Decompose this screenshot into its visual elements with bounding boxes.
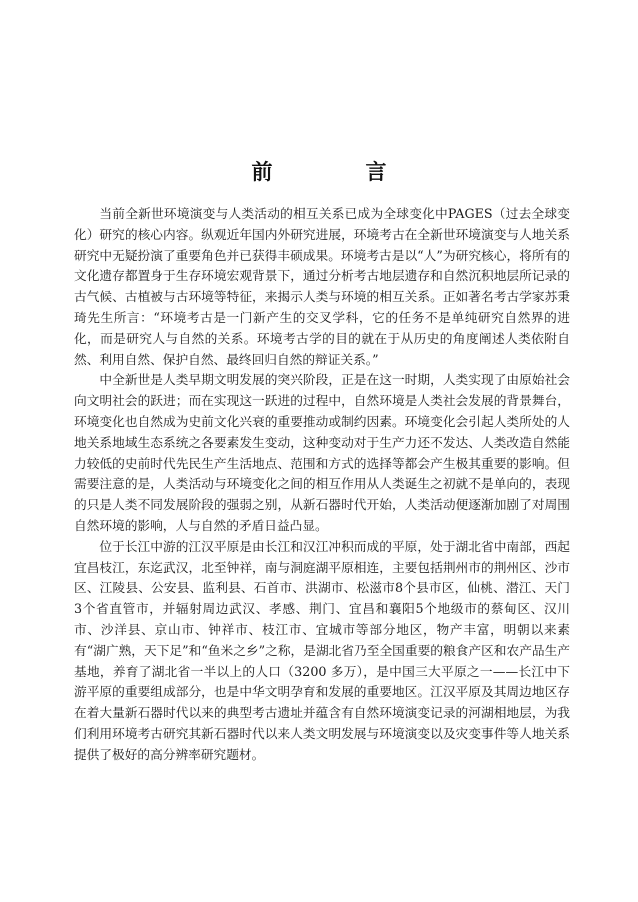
paragraph-2: 中全新世是人类早期文明发展的突兴阶段，正是在这一时期，人类实现了由原始社会向文明社会的跃进；而在实现这一跃进的过程中，自然环境是人类社会发展的背景舞台，环境变化也自然成为史前文化兴衰的重要推动或制约因素。环境变化会引起人类所处的人地关系地域生态系统之各要素发生变动，这种变动对于生产力还不发达、人类改造自然能力较低的史前时代先民生产生活地点、范围和方式的选择等都会产生极其重要的影响。但需要注意的是，人类活动与环境变化之间的相互作用从人类诞生之初就不是单向的，表现的只是人类不同发展阶段的强弱之别，从新石器时代开始，人类活动便逐渐加剧了对周围自然环境的影响，人与自然的矛盾日益凸显。 xyxy=(74,372,570,533)
page-title: 前 言 xyxy=(251,160,423,184)
paragraph-3: 位于长江中游的江汉平原是由长江和汉江冲积而成的平原，处于湖北省中南部，西起宜昌枝江，东迄武汉，北至钟祥，南与洞庭湖平原相连，主要包括荆州市的荆州区、沙市区、江陵县、公安县、监利县、石首市、洪湖市、松滋市8个县市区，仙桃、潜江、天门3个省直管市，并辐射周边武汉、孝感、荆门、宜昌和襄阳5个地级市的蔡甸区、汉川市、沙洋县、京山市、钟祥市、枝江市、宜城市等部分地区，物产丰富，明朝以来素有“湖广熟，天下足”和“鱼米之乡”之称，是湖北省乃至全国重要的粮食产区和农产品生产基地，养育了湖北省一半以上的人口（3200 多万），是中国三大平原之一——长江中下游平原的重要组成部分，也是中华文明孕育和发展的重要地区。江汉平原及其周边地区存在着大量新石器时代以来的典型考古遗址并蕴含有自然环境演变记录的河湖相地层，为我们利用环境考古研究其新石器时代以来人类文明发展与环境演变以及灾变事件等人地关系提供了极好的高分辨率研究题材。 xyxy=(74,538,570,762)
body-text xyxy=(74,204,570,766)
paragraph-1: 当前全新世环境演变与人类活动的相互关系已成为全球变化中PAGES（过去全球变化）研究的核心内容。纵观近年国内外研究进展，环境考古在全新世环境演变与人地关系研究中无疑扮演了重要角色并已获得丰硕成果。环境考古是以“人”为研究核心，将所有的文化遗存都置身于生存环境宏观背景下，通过分析考古地层遗存和自然沉积地层所记录的古气候、古植被与古环境等特征，来揭示人类与环境的相互关系。正如著名考古学家苏秉琦先生所言：“环境考古是一门新产生的交叉学科，它的任务不是单纯研究自然界的进化，而是研究人与自然的关系。环境考古学的目的就在于从历史的角度阐述人类依附自然、利用自然、保护自然、最终回归自然的辩证关系。” xyxy=(74,206,570,367)
